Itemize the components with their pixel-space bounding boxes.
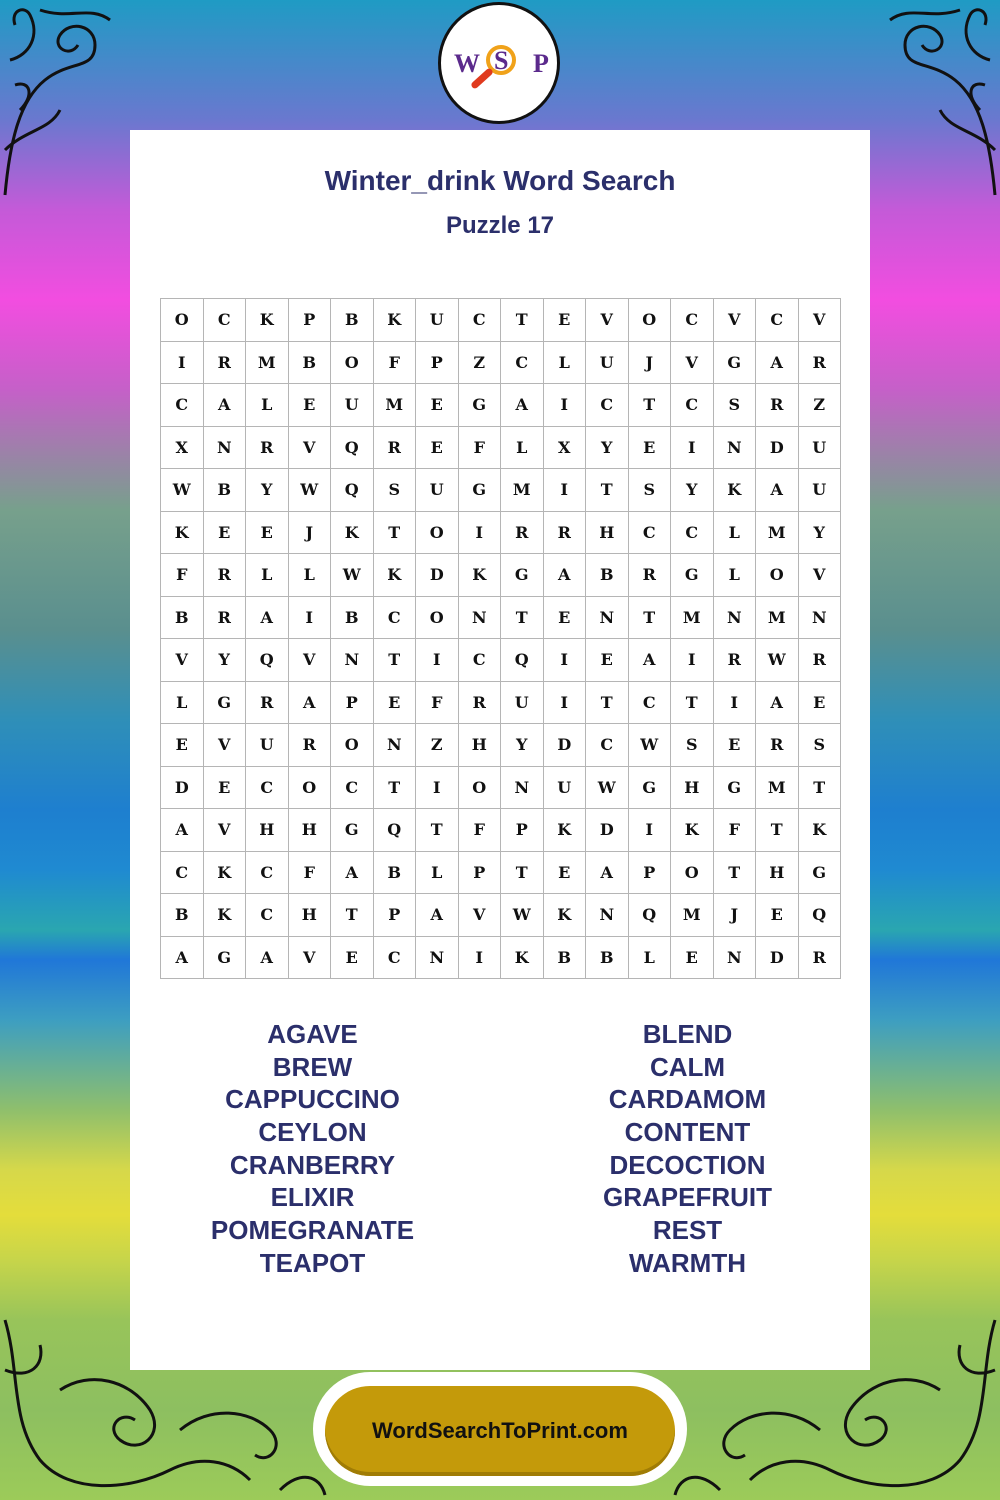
grid-cell[interactable]: C: [246, 767, 289, 810]
grid-cell[interactable]: T: [331, 894, 374, 937]
grid-cell[interactable]: P: [501, 809, 544, 852]
grid-cell[interactable]: B: [586, 554, 629, 597]
grid-cell[interactable]: Q: [799, 894, 842, 937]
grid-cell[interactable]: P: [459, 852, 502, 895]
grid-cell[interactable]: T: [501, 299, 544, 342]
grid-cell[interactable]: B: [331, 299, 374, 342]
grid-cell[interactable]: H: [671, 767, 714, 810]
grid-cell[interactable]: B: [544, 937, 587, 980]
grid-cell[interactable]: T: [374, 639, 417, 682]
grid-cell[interactable]: S: [629, 469, 672, 512]
grid-cell[interactable]: F: [374, 342, 417, 385]
grid-cell[interactable]: I: [459, 937, 502, 980]
grid-cell[interactable]: H: [756, 852, 799, 895]
word-list-item: CARDAMOM: [608, 1084, 767, 1115]
grid-cell[interactable]: C: [459, 299, 502, 342]
grid-cell[interactable]: D: [161, 767, 204, 810]
grid-cell[interactable]: V: [204, 724, 247, 767]
grid-cell[interactable]: M: [671, 894, 714, 937]
grid-cell[interactable]: O: [416, 597, 459, 640]
grid-cell[interactable]: N: [799, 597, 842, 640]
grid-cell[interactable]: Y: [671, 469, 714, 512]
grid-cell[interactable]: C: [161, 852, 204, 895]
grid-cell[interactable]: Y: [501, 724, 544, 767]
grid-cell[interactable]: B: [289, 342, 332, 385]
grid-cell[interactable]: S: [671, 724, 714, 767]
word-list-item: CONTENT: [624, 1117, 751, 1148]
grid-cell[interactable]: A: [289, 682, 332, 725]
grid-cell[interactable]: T: [374, 767, 417, 810]
grid-cell[interactable]: K: [374, 554, 417, 597]
grid-cell[interactable]: V: [799, 554, 842, 597]
grid-cell[interactable]: P: [289, 299, 332, 342]
grid-cell[interactable]: P: [629, 852, 672, 895]
grid-cell[interactable]: P: [331, 682, 374, 725]
grid-cell[interactable]: U: [501, 682, 544, 725]
grid-cell[interactable]: Y: [204, 639, 247, 682]
grid-cell[interactable]: B: [586, 937, 629, 980]
grid-cell[interactable]: Y: [799, 512, 842, 555]
grid-cell[interactable]: E: [416, 427, 459, 470]
grid-cell[interactable]: O: [331, 724, 374, 767]
grid-cell[interactable]: A: [161, 809, 204, 852]
logo-letter-w: W: [454, 49, 480, 78]
grid-cell[interactable]: X: [544, 427, 587, 470]
grid-cell[interactable]: V: [161, 639, 204, 682]
grid-cell[interactable]: P: [416, 342, 459, 385]
grid-cell[interactable]: W: [331, 554, 374, 597]
grid-cell[interactable]: W: [586, 767, 629, 810]
grid-cell[interactable]: R: [756, 724, 799, 767]
word-list-item: BREW: [272, 1051, 353, 1082]
grid-cell[interactable]: I: [289, 597, 332, 640]
grid-cell[interactable]: E: [331, 937, 374, 980]
grid-cell[interactable]: A: [756, 469, 799, 512]
grid-cell[interactable]: A: [756, 342, 799, 385]
grid-cell[interactable]: N: [416, 937, 459, 980]
grid-cell[interactable]: C: [671, 299, 714, 342]
grid-cell[interactable]: I: [416, 639, 459, 682]
grid-cell[interactable]: K: [161, 512, 204, 555]
grid-cell[interactable]: A: [246, 937, 289, 980]
grid-cell[interactable]: M: [501, 469, 544, 512]
grid-cell[interactable]: R: [799, 342, 842, 385]
grid-cell[interactable]: N: [586, 894, 629, 937]
grid-cell[interactable]: O: [331, 342, 374, 385]
grid-cell[interactable]: N: [586, 597, 629, 640]
grid-cell[interactable]: N: [714, 597, 757, 640]
grid-cell[interactable]: R: [289, 724, 332, 767]
grid-cell[interactable]: K: [331, 512, 374, 555]
grid-cell[interactable]: Q: [629, 894, 672, 937]
grid-cell[interactable]: U: [586, 342, 629, 385]
grid-cell[interactable]: B: [204, 469, 247, 512]
grid-cell[interactable]: O: [756, 554, 799, 597]
grid-cell[interactable]: T: [586, 469, 629, 512]
grid-cell[interactable]: L: [714, 512, 757, 555]
grid-cell[interactable]: T: [671, 682, 714, 725]
logo-letter-s: S: [494, 46, 509, 75]
website-link[interactable]: WordSearchToPrint.com: [325, 1386, 675, 1476]
grid-cell[interactable]: L: [246, 554, 289, 597]
grid-cell[interactable]: H: [246, 809, 289, 852]
grid-cell[interactable]: E: [714, 724, 757, 767]
grid-cell[interactable]: M: [246, 342, 289, 385]
grid-cell[interactable]: R: [204, 554, 247, 597]
grid-cell[interactable]: B: [161, 597, 204, 640]
wsp-logo: [438, 2, 560, 124]
grid-cell[interactable]: W: [289, 469, 332, 512]
grid-cell[interactable]: O: [289, 767, 332, 810]
word-list-item: BLEND: [642, 1019, 733, 1049]
grid-cell[interactable]: B: [374, 852, 417, 895]
word-list-item: CALM: [649, 1051, 726, 1082]
grid-cell[interactable]: C: [629, 512, 672, 555]
grid-cell[interactable]: I: [714, 682, 757, 725]
grid-cell[interactable]: V: [671, 342, 714, 385]
grid-cell[interactable]: E: [671, 937, 714, 980]
word-list-item: GRAPEFRUIT: [603, 1182, 772, 1213]
grid-cell[interactable]: G: [714, 342, 757, 385]
grid-cell[interactable]: K: [459, 554, 502, 597]
grid-cell[interactable]: B: [161, 894, 204, 937]
grid-cell[interactable]: A: [416, 894, 459, 937]
grid-cell[interactable]: A: [501, 384, 544, 427]
grid-cell[interactable]: S: [374, 469, 417, 512]
grid-cell[interactable]: C: [586, 724, 629, 767]
grid-cell[interactable]: K: [714, 469, 757, 512]
grid-cell[interactable]: O: [459, 767, 502, 810]
grid-cell[interactable]: E: [374, 682, 417, 725]
grid-cell[interactable]: D: [756, 937, 799, 980]
word-list: [130, 1018, 870, 1280]
grid-cell[interactable]: C: [671, 512, 714, 555]
grid-cell[interactable]: N: [204, 427, 247, 470]
letter-grid: [160, 298, 841, 979]
grid-cell[interactable]: C: [204, 299, 247, 342]
grid-cell[interactable]: T: [416, 809, 459, 852]
grid-cell[interactable]: F: [714, 809, 757, 852]
grid-cell[interactable]: V: [799, 299, 842, 342]
grid-cell[interactable]: A: [544, 554, 587, 597]
grid-cell[interactable]: K: [544, 894, 587, 937]
grid-cell[interactable]: N: [331, 639, 374, 682]
grid-cell[interactable]: H: [289, 809, 332, 852]
grid-cell[interactable]: R: [246, 682, 289, 725]
grid-cell[interactable]: N: [374, 724, 417, 767]
grid-cell[interactable]: Q: [331, 469, 374, 512]
grid-cell[interactable]: G: [459, 469, 502, 512]
word-list-item: CAPPUCCINO: [225, 1084, 400, 1115]
grid-cell[interactable]: E: [204, 512, 247, 555]
grid-cell[interactable]: K: [501, 937, 544, 980]
word-list-item: TEAPOT: [259, 1247, 366, 1278]
grid-cell[interactable]: H: [289, 894, 332, 937]
word-list-item: WARMTH: [629, 1247, 746, 1278]
grid-cell[interactable]: A: [246, 597, 289, 640]
grid-cell[interactable]: D: [544, 724, 587, 767]
grid-cell[interactable]: J: [714, 894, 757, 937]
grid-cell[interactable]: B: [331, 597, 374, 640]
grid-cell[interactable]: E: [246, 512, 289, 555]
grid-cell[interactable]: K: [799, 809, 842, 852]
grid-cell[interactable]: E: [161, 724, 204, 767]
grid-cell[interactable]: F: [416, 682, 459, 725]
grid-cell[interactable]: T: [501, 852, 544, 895]
grid-cell[interactable]: A: [756, 682, 799, 725]
grid-cell[interactable]: A: [161, 937, 204, 980]
grid-cell[interactable]: U: [799, 469, 842, 512]
grid-cell[interactable]: R: [204, 342, 247, 385]
corner-ornament-top-right: [880, 0, 1000, 200]
grid-cell[interactable]: A: [204, 384, 247, 427]
grid-cell[interactable]: E: [586, 639, 629, 682]
grid-cell[interactable]: C: [459, 639, 502, 682]
grid-cell[interactable]: O: [629, 299, 672, 342]
grid-cell[interactable]: M: [671, 597, 714, 640]
grid-cell[interactable]: R: [246, 427, 289, 470]
grid-cell[interactable]: G: [714, 767, 757, 810]
grid-cell[interactable]: A: [629, 639, 672, 682]
grid-cell[interactable]: M: [756, 512, 799, 555]
grid-cell[interactable]: L: [629, 937, 672, 980]
logo-letter-p: P: [533, 49, 549, 78]
grid-cell[interactable]: U: [416, 299, 459, 342]
grid-cell[interactable]: C: [374, 937, 417, 980]
grid-cell[interactable]: I: [544, 682, 587, 725]
grid-cell[interactable]: C: [629, 682, 672, 725]
grid-cell[interactable]: T: [629, 384, 672, 427]
grid-cell[interactable]: Q: [501, 639, 544, 682]
grid-cell[interactable]: O: [416, 512, 459, 555]
grid-cell[interactable]: R: [756, 384, 799, 427]
grid-cell[interactable]: L: [161, 682, 204, 725]
grid-cell[interactable]: E: [544, 299, 587, 342]
grid-cell[interactable]: I: [629, 809, 672, 852]
grid-cell[interactable]: L: [246, 384, 289, 427]
grid-cell[interactable]: R: [629, 554, 672, 597]
grid-cell[interactable]: E: [756, 894, 799, 937]
grid-cell[interactable]: K: [204, 894, 247, 937]
grid-cell[interactable]: U: [799, 427, 842, 470]
grid-cell[interactable]: A: [586, 852, 629, 895]
grid-cell[interactable]: E: [799, 682, 842, 725]
grid-cell[interactable]: N: [714, 427, 757, 470]
word-list-item: POMEGRANATE: [210, 1215, 415, 1246]
grid-cell[interactable]: R: [799, 639, 842, 682]
grid-cell[interactable]: V: [289, 937, 332, 980]
grid-cell[interactable]: K: [204, 852, 247, 895]
grid-cell[interactable]: W: [161, 469, 204, 512]
grid-cell[interactable]: T: [629, 597, 672, 640]
word-list-item: DECOCTION: [609, 1149, 766, 1180]
word-list-item: REST: [652, 1215, 723, 1246]
word-list-item: CEYLON: [258, 1117, 367, 1148]
grid-cell[interactable]: R: [459, 682, 502, 725]
puzzle-card: [130, 130, 870, 1370]
grid-cell[interactable]: G: [799, 852, 842, 895]
grid-cell[interactable]: L: [289, 554, 332, 597]
grid-cell[interactable]: L: [416, 852, 459, 895]
grid-cell[interactable]: D: [586, 809, 629, 852]
grid-cell[interactable]: U: [246, 724, 289, 767]
grid-cell[interactable]: C: [246, 852, 289, 895]
grid-cell[interactable]: Z: [459, 342, 502, 385]
grid-cell[interactable]: K: [671, 809, 714, 852]
puzzle-title: Winter_drink Word Search: [324, 165, 676, 196]
grid-cell[interactable]: T: [756, 809, 799, 852]
grid-cell[interactable]: C: [246, 894, 289, 937]
grid-cell[interactable]: F: [459, 427, 502, 470]
puzzle-number: Puzzle 17: [445, 212, 555, 239]
grid-cell[interactable]: T: [714, 852, 757, 895]
grid-cell[interactable]: W: [501, 894, 544, 937]
grid-cell[interactable]: I: [544, 639, 587, 682]
grid-cell[interactable]: H: [586, 512, 629, 555]
grid-cell[interactable]: S: [714, 384, 757, 427]
grid-cell[interactable]: E: [629, 427, 672, 470]
grid-cell[interactable]: W: [756, 639, 799, 682]
grid-cell[interactable]: Y: [586, 427, 629, 470]
grid-cell[interactable]: V: [289, 639, 332, 682]
grid-cell[interactable]: I: [161, 342, 204, 385]
grid-cell[interactable]: Y: [246, 469, 289, 512]
grid-cell[interactable]: R: [544, 512, 587, 555]
word-list-item: AGAVE: [267, 1019, 358, 1049]
grid-cell[interactable]: O: [161, 299, 204, 342]
grid-cell[interactable]: V: [459, 894, 502, 937]
grid-cell[interactable]: G: [459, 384, 502, 427]
grid-cell[interactable]: G: [629, 767, 672, 810]
grid-cell[interactable]: T: [501, 597, 544, 640]
grid-cell[interactable]: R: [714, 639, 757, 682]
grid-cell[interactable]: T: [799, 767, 842, 810]
grid-cell[interactable]: Q: [246, 639, 289, 682]
grid-cell[interactable]: D: [756, 427, 799, 470]
grid-cell[interactable]: R: [374, 427, 417, 470]
grid-cell[interactable]: G: [331, 809, 374, 852]
grid-cell[interactable]: Q: [374, 809, 417, 852]
grid-cell[interactable]: N: [459, 597, 502, 640]
grid-cell[interactable]: N: [501, 767, 544, 810]
grid-cell[interactable]: G: [204, 937, 247, 980]
grid-cell[interactable]: E: [289, 384, 332, 427]
grid-cell[interactable]: G: [671, 554, 714, 597]
grid-cell[interactable]: G: [501, 554, 544, 597]
grid-cell[interactable]: K: [544, 809, 587, 852]
grid-cell[interactable]: V: [204, 809, 247, 852]
grid-cell[interactable]: I: [544, 384, 587, 427]
grid-cell[interactable]: X: [161, 427, 204, 470]
grid-cell[interactable]: Q: [331, 427, 374, 470]
grid-cell[interactable]: J: [289, 512, 332, 555]
grid-cell[interactable]: F: [289, 852, 332, 895]
grid-cell[interactable]: L: [501, 427, 544, 470]
grid-cell[interactable]: G: [204, 682, 247, 725]
grid-cell[interactable]: F: [459, 809, 502, 852]
grid-cell[interactable]: K: [374, 299, 417, 342]
grid-cell[interactable]: J: [629, 342, 672, 385]
grid-cell[interactable]: V: [586, 299, 629, 342]
grid-cell[interactable]: R: [204, 597, 247, 640]
grid-cell[interactable]: T: [374, 512, 417, 555]
grid-cell[interactable]: W: [629, 724, 672, 767]
grid-cell[interactable]: V: [289, 427, 332, 470]
grid-cell[interactable]: C: [671, 384, 714, 427]
grid-cell[interactable]: I: [671, 639, 714, 682]
grid-cell[interactable]: P: [374, 894, 417, 937]
grid-cell[interactable]: C: [331, 767, 374, 810]
grid-cell[interactable]: R: [501, 512, 544, 555]
grid-cell[interactable]: O: [671, 852, 714, 895]
grid-cell[interactable]: D: [416, 554, 459, 597]
grid-cell[interactable]: I: [671, 427, 714, 470]
grid-cell[interactable]: U: [544, 767, 587, 810]
grid-cell[interactable]: S: [799, 724, 842, 767]
grid-cell[interactable]: C: [756, 299, 799, 342]
grid-cell[interactable]: E: [204, 767, 247, 810]
grid-cell[interactable]: E: [544, 852, 587, 895]
grid-cell[interactable]: N: [714, 937, 757, 980]
grid-cell[interactable]: I: [459, 512, 502, 555]
grid-cell[interactable]: I: [416, 767, 459, 810]
word-list-item: CRANBERRY: [229, 1149, 396, 1180]
grid-cell[interactable]: Z: [416, 724, 459, 767]
grid-cell[interactable]: C: [374, 597, 417, 640]
grid-cell[interactable]: M: [374, 384, 417, 427]
grid-cell[interactable]: U: [416, 469, 459, 512]
grid-cell[interactable]: E: [416, 384, 459, 427]
grid-cell[interactable]: M: [756, 767, 799, 810]
grid-cell[interactable]: R: [799, 937, 842, 980]
grid-cell[interactable]: L: [544, 342, 587, 385]
grid-cell[interactable]: F: [161, 554, 204, 597]
grid-cell[interactable]: Z: [799, 384, 842, 427]
grid-cell[interactable]: H: [459, 724, 502, 767]
grid-cell[interactable]: U: [331, 384, 374, 427]
grid-cell[interactable]: T: [586, 682, 629, 725]
grid-cell[interactable]: V: [714, 299, 757, 342]
grid-cell[interactable]: I: [544, 469, 587, 512]
grid-cell[interactable]: M: [756, 597, 799, 640]
corner-ornament-top-left: [0, 0, 120, 200]
grid-cell[interactable]: C: [161, 384, 204, 427]
grid-cell[interactable]: C: [501, 342, 544, 385]
word-list-item: ELIXIR: [270, 1182, 355, 1213]
grid-cell[interactable]: A: [331, 852, 374, 895]
grid-cell[interactable]: L: [714, 554, 757, 597]
footer-badge: [313, 1372, 687, 1486]
grid-cell[interactable]: C: [586, 384, 629, 427]
grid-cell[interactable]: K: [246, 299, 289, 342]
grid-cell[interactable]: E: [544, 597, 587, 640]
